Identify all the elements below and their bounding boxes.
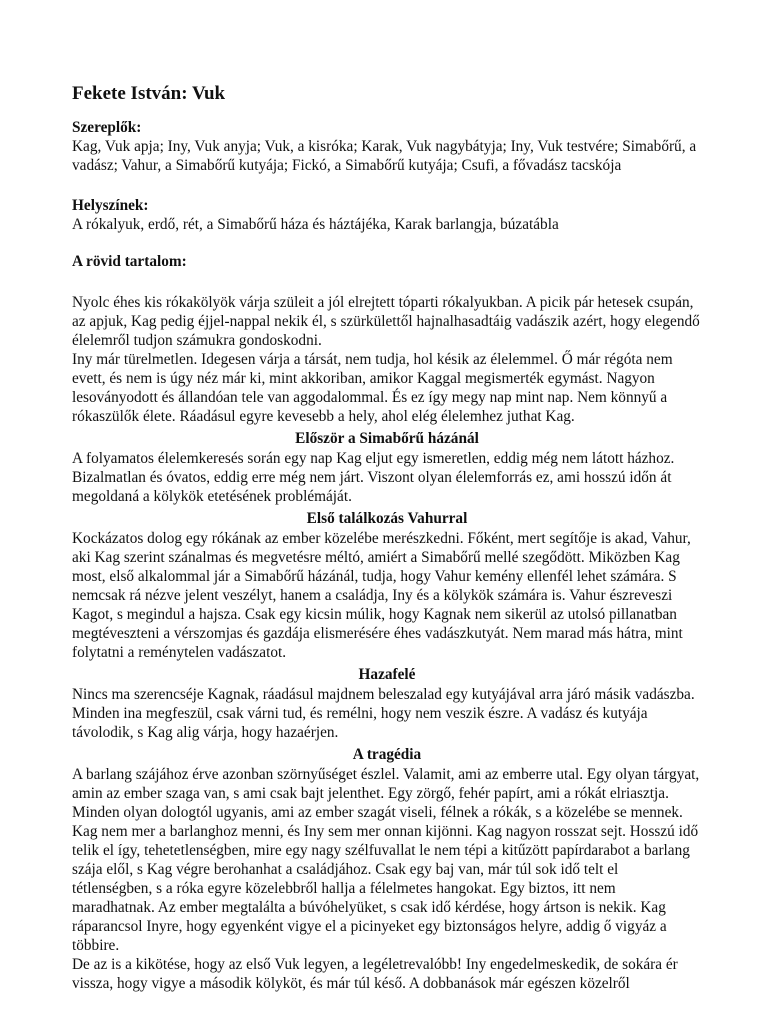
section-heading-vahur: Első találkozás Vahurral xyxy=(306,510,468,527)
document-title: Fekete István: Vuk xyxy=(72,83,226,104)
spacer xyxy=(72,175,702,196)
summary-label: A rövid tartalom: xyxy=(72,253,187,270)
places-text: A rókalyuk, erdő, rét, a Simabőrű háza és háztájéka, Karak barlangja, búzatábla xyxy=(72,216,559,233)
characters-label: Szereplők: xyxy=(72,119,142,136)
places-label: Helyszínek: xyxy=(72,197,149,214)
intro-paragraph-2: Iny már türelmetlen. Idegesen várja a társát, nem tudja, hol késik az élelemmel. Ő már régóta nem evett, és nem is úgy néz már ki, mint akkoriban, amikor Kaggal megismerték egymást. Nagyon lesoványodott és állandóan tele van aggodalommal. És ez így megy nap mint nap. Nem könnyű a rókaszülők élete. Ráadásul egyre kevesebb a hely, ahol elég élelemhez juthat Kag. xyxy=(72,351,673,425)
section-text-first-visit: A folyamatos élelemkeresés során egy nap Kag eljut egy ismeretlen, eddig még nem látott házhoz. Bizalmatlan és óvatos, eddig erre még nem járt. Viszont olyan élelemforrás ez, ami hosszú időn át megoldaná a kölykök etetésének problémáját. xyxy=(72,450,675,505)
section-text-vahur: Kockázatos dolog egy rókának az ember közelébe merészkedni. Főként, mert segítője is akad, Vahur, aki Kag szerint szánalmas és megvetésre méltó, amiért a Simabőrű mellé szegődött. Miközben Kag most, első alkalommal jár a Simabőrű házánál, tudja, hogy Vahur kemény ellenfél lehet számára. S nemcsak rá nézve jelent veszélyt, hanem a családja, Iny és a kölykök számára is. Vahur észreveszi Kagot, s megindul a hajsza. Csak egy kicsin múlik, hogy Kagnak nem sikerül az utolsó pillanatban megtéveszteni a vérszomjas és gazdája elismerésére éhes vadászkutyát. Nem marad más hátra, mint folytatni a reménytelen vadászatot. xyxy=(72,530,691,661)
section-text-tragedy-2: De az is a kikötése, hogy az első Vuk legyen, a legéletrevalóbb! Iny engedelmeskedik, de sokára ér vissza, hogy vigye a második kölyköt, és már túl késő. A dobbanások már egészen közelről xyxy=(72,956,678,992)
section-heading-tragedy: A tragédia xyxy=(352,746,422,763)
intro-paragraph-1: Nyolc éhes kis rókakölyök várja szüleit a jól elrejtett tóparti rókalyukban. A picik pár hetesek csupán, az apjuk, Kag pedig éjjel-nappal nekik él, s szürkülettől hajnalhasadtáig vadászik azért, hogy elegendő élelemről tudjon számukra gondoskodni. xyxy=(72,294,700,349)
spacer xyxy=(72,234,702,252)
section-text-tragedy: A barlang szájához érve azonban szörnyűséget észlel. Valamit, ami az emberre utal. Egy olyan tárgyat, amin az ember szaga van, s ami csak bajt jelenthet. Egy zörgő, fehér papírt, ami a rókát elriasztja. Minden olyan dologtól ugyanis, ami az ember szagát viseli, félnek a rókák, s a közelébe se mennek. Kag nem mer a barlanghoz menni, és Iny sem mer onnan kijönni. Kag nagyon rosszat sejt. Hosszú idő telik el így, tehetetlenségben, mire egy nagy szélfuvallat le nem tépi a kitűzött papírdarabot a barlang szája elől, s Kag végre berohanhat a családjához. Csak egy baj van, már túl sok idő telt el tétlenségben, s a róka egyre közelebbről hallja a félelmetes hangokat. Egy biztos, itt nem maradhatnak. Az ember megtalálta a búvóhelyüket, s csak idő kérdése, hogy ártson is nekik. Kag ráparancsol Inyre, hogy egyenként vigye el a picinyeket egy biztonságos helyre, addig ő vigyáz a többire. xyxy=(72,766,700,954)
section-text-homeward: Nincs ma szerencséje Kagnak, ráadásul majdnem beleszalad egy kutyájával arra járó másik vadászba. Minden ina megfeszül, csak várni tud, és remélni, hogy nem veszik észre. A vadász és kutyája távolodik, s Kag alig várja, hogy hazaérjen. xyxy=(72,686,695,741)
characters-text: Kag, Vuk apja; Iny, Vuk anyja; Vuk, a kisróka; Karak, Vuk nagybátyja; Iny, Vuk testvére; Simabőrű, a vadász; Vahur, a Simabőrű kutyája; Fickó, a Simabőrű kutyája; Csufi, a fővadász tacskója xyxy=(72,138,697,174)
section-heading-first-visit: Először a Simabőrű házánál xyxy=(295,430,479,447)
section-heading-homeward: Hazafelé xyxy=(358,666,416,683)
